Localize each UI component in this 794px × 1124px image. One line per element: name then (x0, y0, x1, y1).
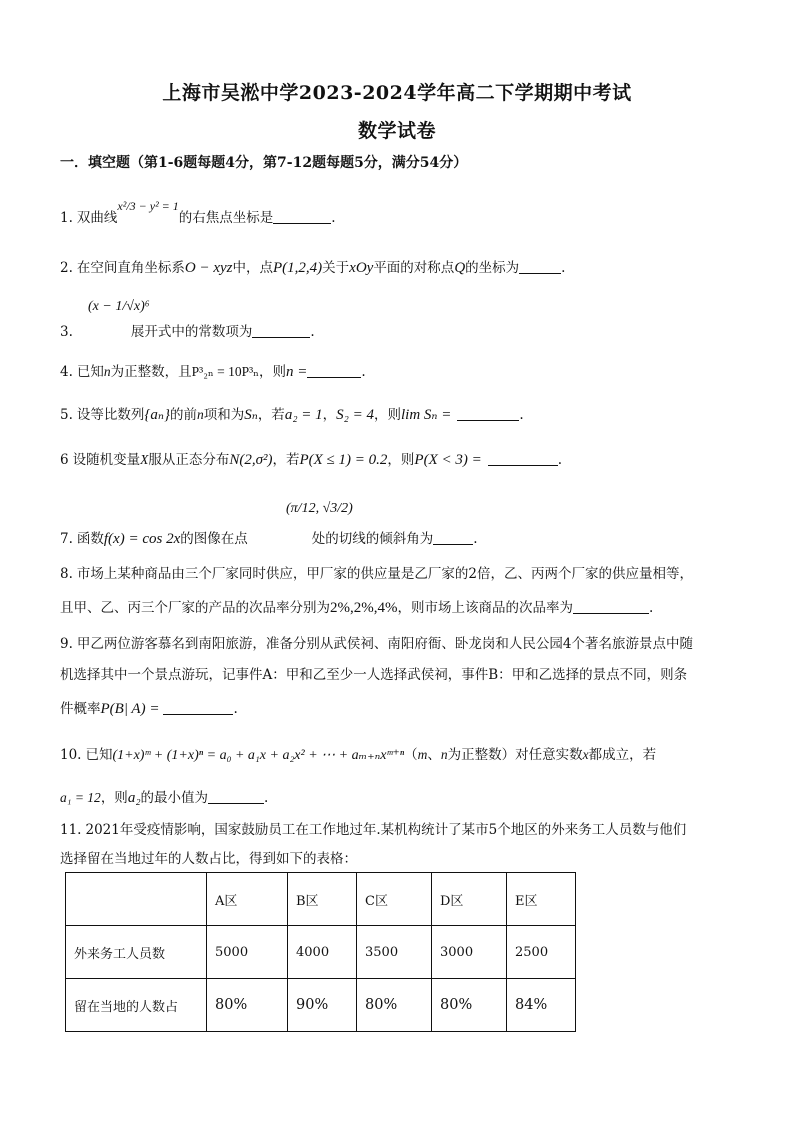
exam-title: 上海市吴淞中学2023-2024学年高二下学期期中考试 (162, 82, 632, 104)
answer-blank-6 (488, 451, 558, 466)
question-7: 7. 函数f(x) = cos 2x的图像在点 处的切线的倾斜角为 . (60, 531, 478, 547)
question-9-line3: 件概率P(B| A) = . (60, 701, 238, 717)
question-7-point (60, 500, 353, 517)
question-11: 11. 2021年受疫情影响，国家鼓励员工在工作地过年.某机构统计了某市5个地区的外来务工人员数与他们 (60, 822, 687, 838)
table-cell: 3000 (432, 926, 507, 979)
binomial-expression: (x − 1/√x)⁶ (88, 299, 150, 314)
question-8-line2: 且甲、乙、丙三个厂家的产品的次品率分别为2%,2%,4%，则市场上该商品的次品率为 . (60, 600, 654, 616)
hyperbola-equation: x²/3 − y² = 1 (117, 199, 179, 213)
table-header-cell: E区 (507, 873, 576, 926)
answer-blank-10 (208, 789, 264, 804)
question-3: 3. 展开式中的常数项为 . (60, 324, 315, 340)
question-6: 6 设随机变量X服从正态分布N(2,σ²)，若P(X ≤ 1) = 0.2，则P(X < 3) = . (60, 452, 563, 468)
answer-blank-5 (457, 406, 519, 421)
question-5: 5. 设等比数列{aₙ}的前n项和为Sₙ，若a₂ = 1，S₂ = 4，则lim Sₙ = . (60, 407, 524, 423)
table-cell: 5000 (207, 926, 288, 979)
binomial-identity: (1+x)ᵐ + (1+x)ⁿ = a₀ + a₁x + a₂x² + ⋯ + aₘ₊ₙxᵐ⁺ⁿ (112, 748, 405, 763)
table-cell: 84% (507, 979, 576, 1032)
table-cell: 80% (207, 979, 288, 1032)
answer-blank-9 (163, 700, 233, 715)
question-3-expression (60, 298, 150, 315)
table-header-cell (66, 873, 207, 926)
table-header-row (66, 873, 576, 926)
exam-subtitle: 数学试卷 (357, 120, 436, 142)
question-10-line2: a₁ = 12，则a₂的最小值为 . (60, 790, 269, 806)
table-header-cell: C区 (357, 873, 432, 926)
table-header-cell: A区 (207, 873, 288, 926)
table-header-cell: D区 (432, 873, 507, 926)
table-header-cell: B区 (288, 873, 357, 926)
table-row (66, 926, 576, 979)
table-cell: 2500 (507, 926, 576, 979)
table-cell: 3500 (357, 926, 432, 979)
answer-blank-2 (519, 259, 561, 274)
table-cell: 外来务工人员数 (66, 926, 207, 979)
answer-blank-3 (252, 323, 310, 338)
table-cell: 80% (357, 979, 432, 1032)
question-2: 2. 在空间直角坐标系O − xyz中，点P(1,2,4)关于xOy平面的对称点Q的坐标为 . (60, 260, 566, 276)
answer-blank-8 (573, 599, 649, 614)
table-cell: 4000 (288, 926, 357, 979)
answer-blank-4 (307, 363, 361, 378)
section-heading: 一．填空题（第1-6题每题4分，第7-12题每题5分，满分54分） (60, 155, 468, 171)
table-cell: 留在当地的人数占 (66, 979, 207, 1032)
question-4: 4. 已知n为正整数，且P³₂ₙ = 10P³ₙ，则n = . (60, 364, 366, 380)
tangent-point: (π/12, √3/2) (286, 501, 353, 516)
table-cell: 90% (288, 979, 357, 1032)
question-8: 8. 市场上某种商品由三个厂家同时供应，甲厂家的供应量是乙厂家的2倍，乙、丙两个厂家的供应量相等， (60, 566, 693, 582)
question-9: 9. 甲乙两位游客慕名到南阳旅游，准备分别从武侯祠、南阳府衙、卧龙岗和人民公园4个著名旅游景点中随 (60, 636, 693, 652)
answer-blank-1 (273, 209, 331, 224)
table-row (66, 979, 576, 1032)
question-10: 10. 已知(1+x)ᵐ + (1+x)ⁿ = a₀ + a₁x + a₂x² + ⋯ + aₘ₊ₙxᵐ⁺ⁿ（m、n为正整数）对任意实数x都成立，若 (60, 747, 657, 763)
answer-blank-7 (433, 530, 473, 545)
statistics-table (65, 872, 576, 1032)
question-11-line2: 选择留在当地过年的人数占比，得到如下的表格： (60, 851, 357, 867)
table-cell: 80% (432, 979, 507, 1032)
question-1: 1. 双曲线x²/3 − y² = 1的右焦点坐标是 . (60, 199, 336, 226)
question-9-line2: 机选择其中一个景点游玩，记事件A：甲和乙至少一人选择武侯祠，事件B：甲和乙选择的景点不同，则条 (60, 667, 688, 683)
